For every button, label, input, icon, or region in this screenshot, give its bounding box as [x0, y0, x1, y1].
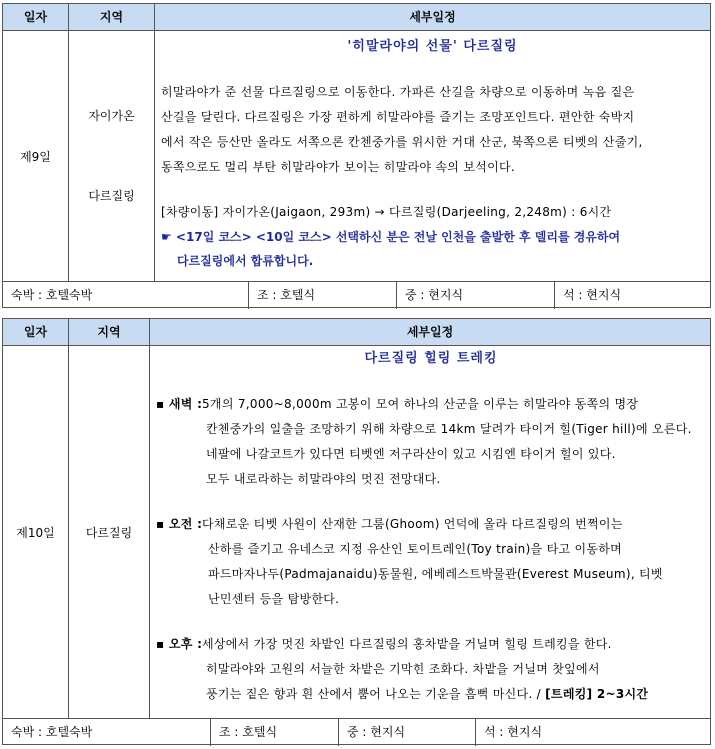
day9-stay: 숙박 : 호텔숙박 [3, 282, 249, 309]
day9-region-from: 자이가온 [88, 109, 135, 123]
header-date: 일자 [3, 319, 69, 346]
day10-dawn-line: 5개의 7,000~8,000m 고봉이 모여 하나의 산군을 이루는 히말라야 동쪽의 명장 [202, 397, 639, 411]
day10-table [2, 318, 711, 745]
day9-lunch: 중 : 현지식 [397, 282, 555, 309]
day9-note-line2: 다르질링에서 합류합니다. [177, 254, 314, 268]
day9-dinner: 석 : 현지식 [563, 288, 622, 302]
day10-afternoon-line: 세상에서 가장 멋진 차밭인 다르질링의 홍차밭을 거닐며 힐링 트레킹을 한다. [202, 637, 612, 651]
day10-morning-block [156, 512, 706, 612]
day9-breakfast: 조 : 호텔식 [249, 282, 397, 309]
day9-body-row [3, 31, 710, 282]
day10-lunch: 중 : 현지식 [339, 719, 476, 746]
header-date: 일자 [3, 4, 69, 31]
day10-title: 다르질링 힐링 트레킹 [364, 351, 498, 366]
day9-description [161, 80, 704, 180]
day10-morning-line: 파드마자나두(Padmajanaidu)동물원, 에베레스트박물관(Everest Museum), 티벳 [208, 567, 663, 581]
day9-desc-line: 히말라야가 준 선물 다르질링으로 이동한다. 가파른 산길을 차량으로 이동하며 녹음 짙은 [161, 85, 635, 99]
day10-afternoon-line: 히말라야와 고원의 서늘한 차밭은 기막힌 조화다. 차밭을 거닐며 찻잎에서 [206, 662, 600, 676]
day10-body-row [3, 346, 710, 719]
header-row [3, 319, 710, 346]
day10-breakfast: 조 : 호텔식 [211, 719, 339, 746]
day10-meals-row [3, 719, 710, 746]
day10-morning-line: 다채로운 티벳 사원이 산재한 그룸(Ghoom) 언덕에 올라 다르질링의 번쩍이는 [202, 517, 623, 531]
day10-dawn-block [156, 392, 706, 492]
day10-dinner: 석 : 현지식 [484, 725, 543, 739]
day10-trek-label: [트레킹] 2~3시간 [545, 687, 649, 701]
day10-afternoon-label: ▪ 오후 : [156, 637, 203, 651]
day10-afternoon-line-last [156, 682, 706, 707]
day9-day-cell [3, 31, 69, 282]
day9-detail-cell [155, 31, 710, 282]
header-row [3, 4, 710, 31]
day10-afternoon-block [156, 632, 706, 707]
day10-region-cell [69, 346, 150, 719]
day9-region-cell [69, 31, 155, 282]
day10-day-cell [3, 346, 69, 719]
header-region: 지역 [69, 319, 150, 346]
day9-note-line1: ☛ <17일 코스> <10일 코스> 선택하신 분은 전날 인천을 출발한 후 델리를 경유하여 [161, 230, 621, 244]
day9-day: 제9일 [20, 149, 51, 164]
day10-detail-cell [150, 346, 710, 719]
header-detail: 세부일정 [155, 4, 710, 31]
day9-desc-line: 에서 작은 등산만 올라도 서쪽으론 칸첸중가를 위시한 거대 산군, 북쪽으론 티벳의 산줄기, [161, 135, 643, 149]
day10-dawn-line: 칸첸중가의 일출을 조망하기 위해 차량으로 14km 달려가 타이거 힐(Tiger hill)에 오른다. [206, 422, 692, 436]
day10-stay: 숙박 : 호텔숙박 [3, 719, 211, 746]
day9-table [2, 3, 711, 308]
day9-transfer: [차량이동] 자이가온(Jaigaon, 293m) → 다르질링(Darjeeling, 2,248m) : 6시간 [161, 205, 612, 219]
day10-region: 다르질링 [85, 525, 133, 540]
day9-region-to: 다르질링 [88, 189, 135, 203]
day9-meals-row [3, 282, 710, 309]
day10-morning-line: 산하를 즐기고 유네스코 지정 유산인 토이트레인(Toy train)을 타고 이동하며 [208, 542, 623, 556]
day10-day: 제10일 [16, 525, 55, 540]
day9-title: '히말라야의 선물' 다르질링 [347, 39, 518, 54]
day10-dawn-line: 모두 내로라하는 히말라야의 멋진 전망대다. [206, 472, 441, 486]
header-region: 지역 [69, 4, 155, 31]
day9-desc-line: 동쪽으로도 멀리 부탄 히말라야가 보이는 히말라야 속의 보석이다. [161, 160, 516, 174]
header-detail: 세부일정 [150, 319, 710, 346]
day10-dawn-label: ▪ 새벽 : [156, 397, 203, 411]
day9-desc-line: 산길을 달린다. 다르질링은 가장 편하게 히말라야를 즐기는 조망포인트다. 편안한 숙박지 [161, 110, 635, 124]
day10-afternoon-line: 풍기는 짙은 향과 흰 산에서 뿜어 나오는 기운을 흠뻑 마신다. / [206, 687, 542, 701]
day10-dawn-line: 네팔에 나갈코트가 있다면 티벳엔 저구라산이 있고 시킴엔 타이거 힐이 있다. [206, 447, 616, 461]
day10-morning-line: 난민센터 등을 탐방한다. [208, 592, 340, 606]
day10-morning-label: ▪ 오전 : [156, 517, 203, 531]
